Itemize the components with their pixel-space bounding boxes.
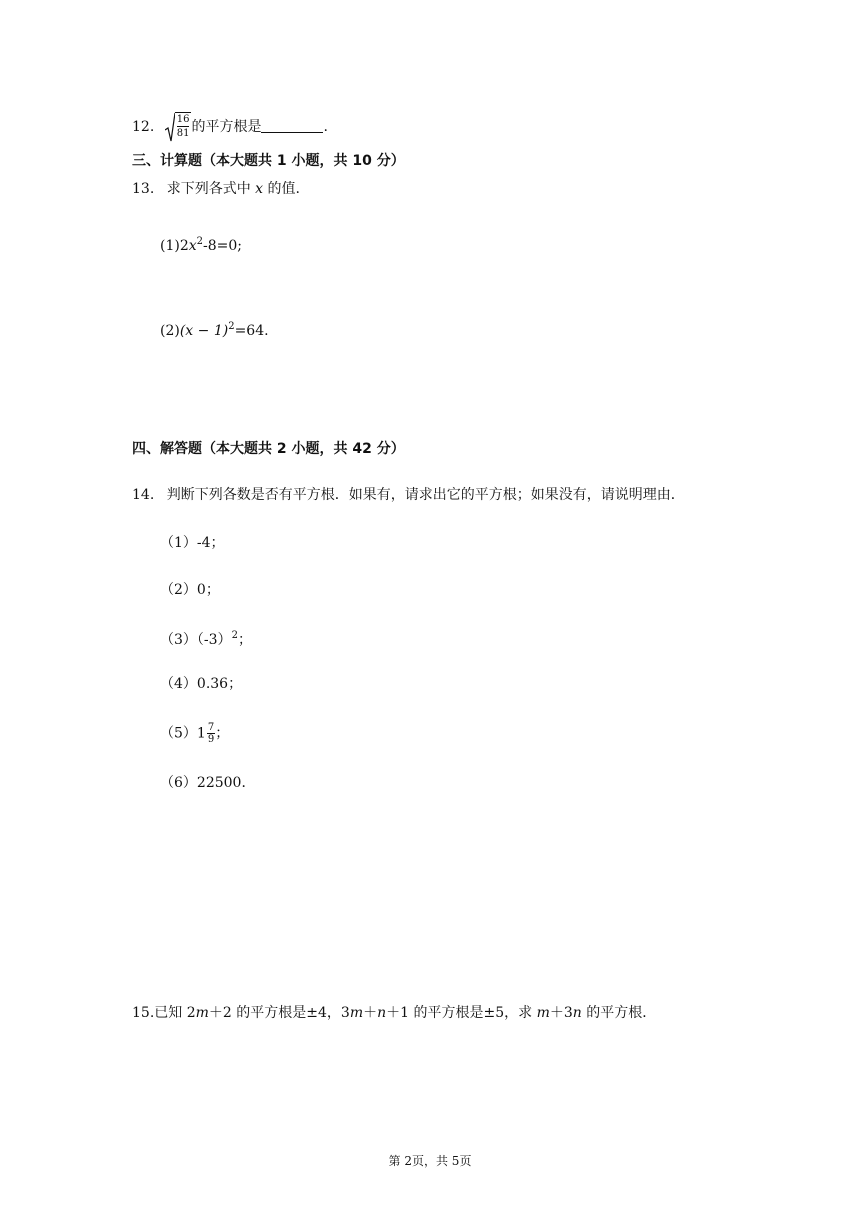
question-14-item-1: [160, 533, 225, 553]
radicand-numerator: 16: [176, 114, 190, 125]
variable: m: [349, 1005, 364, 1021]
section-heading-4: [132, 439, 405, 459]
item-tail: ；: [237, 632, 252, 648]
item-label: （4）: [160, 676, 197, 692]
variable: x: [255, 181, 264, 197]
question-number: 13.: [132, 181, 155, 197]
square-root-expression: [165, 112, 192, 142]
radicand-denominator: 81: [176, 128, 190, 139]
question-text: 的值.: [263, 181, 300, 197]
variable: n: [572, 1005, 582, 1021]
question-14-item-6: [160, 773, 255, 793]
item-tail: ；: [215, 725, 230, 742]
item-text: 0；: [196, 582, 220, 598]
section-title-part: 分）: [371, 153, 405, 169]
item-label: （2）: [160, 582, 197, 598]
section-count: 2: [276, 441, 287, 457]
question-text: 求下列各式中: [166, 181, 256, 197]
question-14-item-5: [160, 722, 229, 745]
exponent: 2: [228, 321, 235, 332]
radical-sign-icon: [165, 112, 175, 142]
question-number: 12.: [132, 119, 155, 135]
part-label: (2): [160, 323, 180, 339]
section-count: 1: [276, 153, 287, 169]
item-label: （3）: [160, 632, 197, 648]
question-14-item-2: [160, 580, 220, 600]
item-text: 0.36；: [196, 676, 243, 692]
fraction-numerator: 7: [207, 722, 215, 733]
question-number: 15.: [132, 1005, 155, 1021]
question-text: 的平方根是: [191, 119, 262, 135]
equation-rest: =64.: [234, 323, 269, 339]
section-points: 42: [352, 441, 372, 457]
item-text: （-3）: [196, 632, 232, 648]
radicand-fraction: [175, 112, 192, 142]
question-14-stem: [132, 485, 685, 505]
question-number: 14.: [132, 487, 155, 503]
variable: m: [195, 1005, 209, 1021]
question-13-stem: [132, 179, 300, 199]
question-14-item-3: [160, 626, 252, 650]
item-text: -4；: [196, 535, 225, 551]
section-title-part: 分）: [371, 441, 405, 457]
mixed-number-whole: 1: [196, 725, 206, 742]
question-13-part-1: [160, 232, 242, 256]
item-label: （5）: [160, 725, 197, 742]
equation-rest: -8=0;: [203, 238, 243, 254]
expression: (x − 1): [179, 323, 229, 339]
section-title-part: 小题，共: [286, 153, 353, 169]
mixed-number-fraction: [207, 722, 215, 745]
part-label: (1)2: [160, 238, 189, 254]
section-title-part: 三、计算题（本大题共: [132, 153, 277, 169]
section-heading-3: [132, 151, 405, 171]
section-title-part: 小题，共: [286, 441, 353, 457]
item-label: （1）: [160, 535, 197, 551]
answer-blank[interactable]: [261, 118, 323, 133]
question-13-part-2: [160, 317, 269, 341]
section-title-part: 四、解答题（本大题共: [132, 441, 277, 457]
item-label: （6）: [160, 775, 197, 791]
question-15: [132, 1003, 656, 1023]
page-footer: 第 2页，共 5页: [388, 1154, 472, 1168]
item-text: 22500．: [196, 775, 256, 791]
question-text: 的平方根．: [581, 1005, 657, 1021]
fraction-denominator: 9: [207, 734, 215, 745]
question-text: ＋: [363, 1005, 378, 1021]
question-12: [132, 112, 328, 142]
variable: n: [377, 1005, 387, 1021]
variable: x: [188, 238, 197, 254]
question-text: ＋2 的平方根是±4，3: [208, 1005, 350, 1021]
variable: m: [536, 1005, 550, 1021]
section-points: 10: [352, 153, 372, 169]
question-end: .: [323, 119, 328, 135]
exponent: 2: [196, 236, 204, 247]
exponent: 2: [231, 630, 238, 641]
question-14-item-4: [160, 674, 242, 694]
question-text: ＋1 的平方根是±5，求: [386, 1005, 537, 1021]
question-text: 判断下列各数是否有平方根．如果有，请求出它的平方根；如果没有，请说明理由．: [166, 487, 685, 503]
question-text: ＋3: [549, 1005, 573, 1021]
question-text: 已知 2: [154, 1005, 196, 1021]
